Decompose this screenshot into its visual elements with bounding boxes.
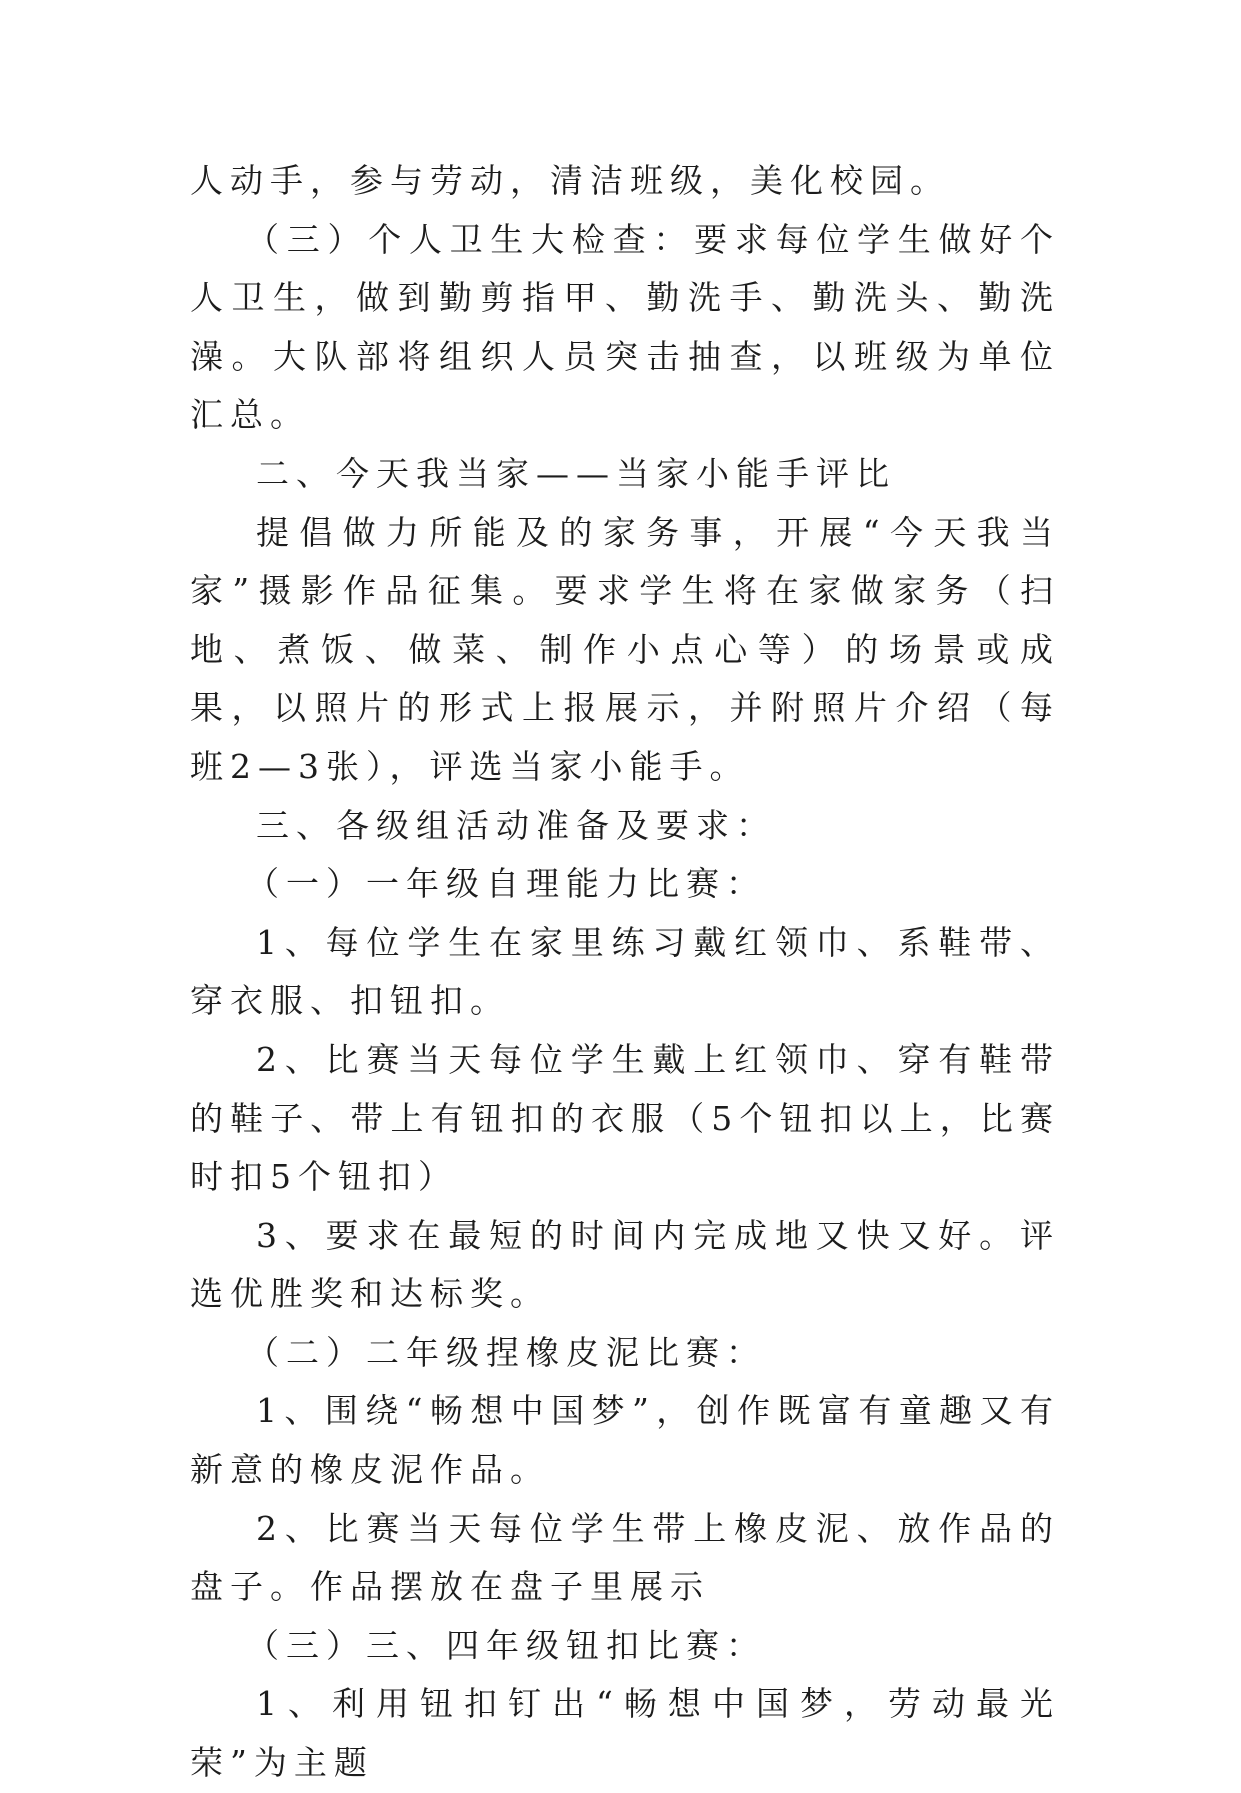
list-item: 1、利用钮扣钉出“畅想中国梦，劳动最光荣”为主题 [190, 1684, 1060, 1783]
paragraph-continuation: 人动手，参与劳动，清洁班级，美化校园。 [190, 161, 950, 200]
list-item: 1、围绕“畅想中国梦”，创作既富有童趣又有新意的橡皮泥作品。 [190, 1391, 1060, 1490]
list-item: 1、每位学生在家里练习戴红领巾、系鞋带、穿衣服、扣钮扣。 [190, 922, 1060, 1021]
section-heading-2: 二、今天我当家——当家小能手评比 [256, 453, 896, 493]
subheading-grade-1: （一）一年级自理能力比赛： [246, 864, 766, 904]
list-item: 2、比赛当天每位学生戴上红领巾、穿有鞋带的鞋子、带上有钮扣的衣服（5个钮扣以上，比赛时扣5个钮扣） [190, 1039, 1060, 1197]
section-heading-3: 三、各级组活动准备及要求： [256, 805, 776, 845]
paragraph-personal-hygiene: （三）个人卫生大检查：要求每位学生做好个人卫生，做到勤剪指甲、勤洗手、勤洗头、勤洗澡。大队部将组织人员突击抽查，以班级为单位汇总。 [190, 219, 1060, 435]
paragraph-home-chores: 提倡做力所能及的家务事，开展“今天我当家”摄影作品征集。要求学生将在家做家务（扫地、煮饭、做菜、制作小点心等）的场景或成果，以照片的形式上报展示，并附照片介绍（每班2—3张），评选当家小能手。 [190, 512, 1060, 786]
list-item: 3、要求在最短的时间内完成地又快又好。评选优胜奖和达标奖。 [190, 1215, 1060, 1314]
document-body [190, 152, 1060, 1793]
list-item: 2、比赛当天每位学生带上橡皮泥、放作品的盘子。作品摆放在盘子里展示 [190, 1508, 1060, 1607]
subheading-grade-3-4: （三）三、四年级钮扣比赛： [246, 1625, 766, 1665]
subheading-grade-2: （二）二年级捏橡皮泥比赛： [246, 1332, 766, 1372]
